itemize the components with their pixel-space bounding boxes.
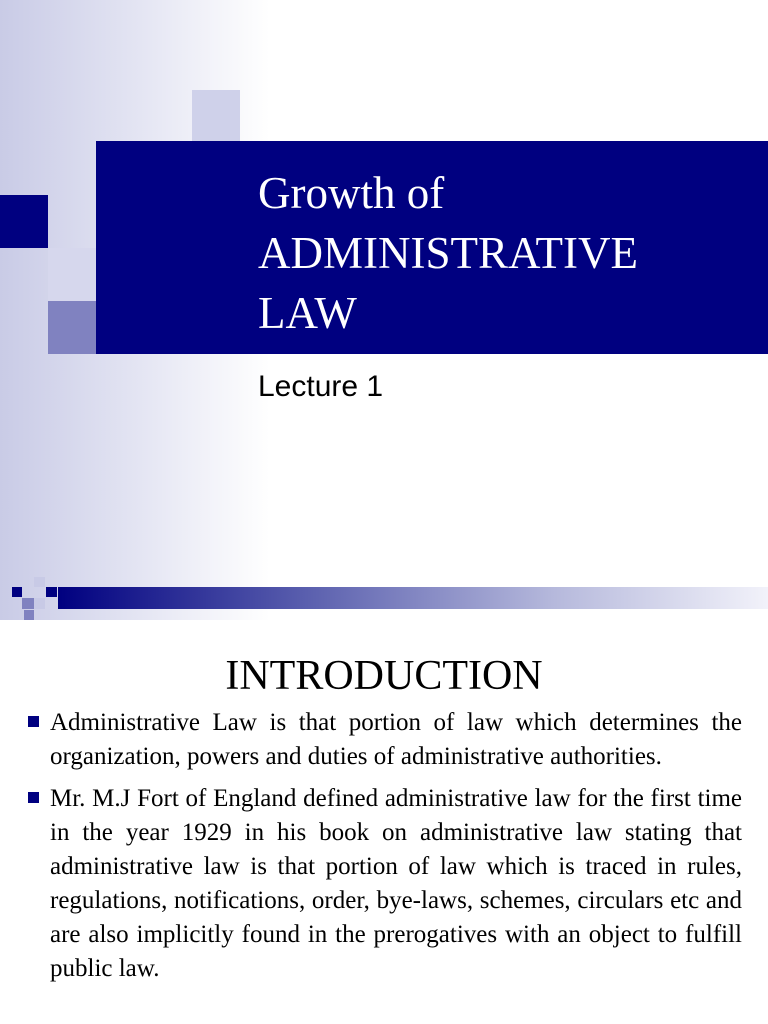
bullet-text: Mr. M.J Fort of England defined administrative law for the first time in the year 1929 in his book on administrative law stating that administrative law is that portion of law which is traced in rules, regulations, notifications, order, bye-laws, schemes, circulars etc and are also implicitly found in the prerogatives with an object to fulfill public law. [50,785,742,982]
bullet-list [24,706,742,994]
decorative-square [34,598,45,609]
title-line: LAW [258,288,357,338]
decorative-square [12,587,22,597]
bullet-item [24,706,742,774]
decorative-square [48,248,96,301]
decorative-square [48,301,96,354]
decorative-square [46,587,57,597]
decorative-square [34,577,45,587]
square-bullet-icon [28,792,39,803]
title-line: Growth of [258,168,445,218]
title-line: ADMINISTRATIVE [258,228,638,278]
intro-heading: INTRODUCTION [225,653,543,699]
slide-title [258,163,758,343]
gradient-divider [58,587,768,609]
square-bullet-icon [28,716,39,727]
decorative-square [22,598,34,609]
decorative-square [0,195,48,248]
decorative-square [24,610,34,620]
bullet-item [24,782,742,986]
bullet-text: Administrative Law is that portion of law which determines the organization, powers and duties of administrative authorities. [50,709,742,770]
slide-subtitle: Lecture 1 [258,370,384,403]
intro-slide [0,620,768,1024]
decorative-square [192,90,240,141]
